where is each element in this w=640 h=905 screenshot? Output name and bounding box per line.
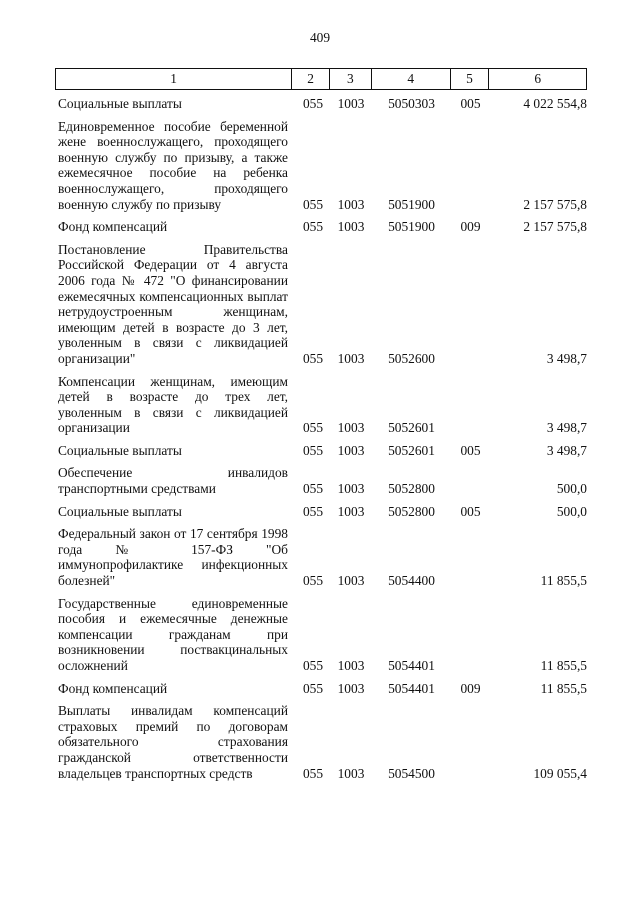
row-target-code: 5051900 — [388, 219, 435, 235]
row-target-code: 5052800 — [388, 481, 435, 497]
row-target-code: 5052601 — [388, 420, 435, 436]
header-col-3: 3 — [330, 69, 372, 89]
row-section-code: 1003 — [337, 503, 365, 519]
row-target-code: 5052601 — [388, 442, 435, 458]
row-section-code: 1003 — [337, 680, 365, 696]
row-amount: 4 022 554,8 — [523, 96, 587, 111]
row-name: Фонд компенсаций — [58, 680, 168, 696]
header-col-2: 2 — [292, 69, 330, 89]
table-row — [55, 374, 587, 436]
row-name: Обеспечение инвалидов транспортными средствами — [58, 465, 288, 497]
table-row — [55, 443, 587, 459]
row-name: Государственные единовременные пособия и ежемесячные денежные компенсации гражданам при возникновении поствакцинальных осложнений — [58, 595, 288, 673]
table-header — [55, 68, 587, 90]
row-ministry-code: 055 — [302, 219, 324, 235]
row-amount: 500,0 — [556, 503, 587, 519]
header-col-5: 5 — [451, 69, 490, 89]
table-row — [55, 242, 587, 367]
row-ministry-code: 055 — [302, 350, 324, 366]
row-ministry-code: 055 — [302, 96, 324, 111]
header-col-6: 6 — [534, 71, 542, 86]
table-row — [55, 119, 587, 213]
row-name: Компенсации женщинам, имеющим детей в возрасте до трех лет, уволенным в связи с ликвидацией организации — [58, 373, 288, 436]
row-amount: 3 498,7 — [546, 442, 587, 458]
row-target-code: 5051900 — [388, 196, 435, 212]
row-amount: 3 498,7 — [546, 420, 587, 436]
header-col-4: 4 — [372, 69, 451, 89]
row-section-code: 1003 — [337, 765, 365, 781]
row-ministry-code: 055 — [302, 765, 324, 781]
row-name: Выплаты инвалидам компенсаций страховых премий по договорам обязательного страхования гражданской ответственности владельцев транспортных средств — [58, 703, 288, 781]
row-section-code: 1003 — [337, 350, 365, 366]
row-name: Социальные выплаты — [58, 96, 182, 111]
row-amount: 109 055,4 — [533, 765, 587, 781]
row-target-code: 5052600 — [388, 350, 435, 366]
row-ministry-code: 055 — [302, 196, 324, 212]
row-target-code: 5052800 — [388, 503, 435, 519]
header-col-1: 1 — [56, 69, 292, 89]
row-amount: 11 855,5 — [540, 658, 587, 673]
row-amount: 11 855,5 — [540, 680, 587, 696]
table-row — [55, 465, 587, 496]
row-ministry-code: 055 — [302, 442, 324, 458]
row-amount: 2 157 575,8 — [523, 196, 587, 212]
table-body — [55, 96, 587, 788]
row-name: Федеральный закон от 17 сентября 1998 года № 157-ФЗ "Об иммунопрофилактике инфекционных болезней" — [58, 526, 288, 589]
table-row — [55, 96, 587, 112]
row-ministry-code: 055 — [302, 680, 324, 696]
row-name: Постановление Правительства Российской Федерации от 4 августа 2006 года № 472 "О финансировании ежемесячных компенсационных выплат нетрудоустроенным женщинам, имеющим детей в возрасте до 3 лет, уволенным в связи с ликвидацией организации" — [58, 241, 288, 366]
row-section-code: 1003 — [337, 573, 365, 589]
row-section-code: 1003 — [337, 442, 365, 458]
row-ministry-code: 055 — [302, 658, 324, 673]
row-section-code: 1003 — [337, 658, 365, 673]
row-expense-type: 005 — [460, 442, 481, 458]
row-name: Социальные выплаты — [58, 442, 182, 458]
row-section-code: 1003 — [337, 481, 365, 497]
row-section-code: 1003 — [337, 219, 365, 235]
row-section-code: 1003 — [337, 420, 365, 436]
table-row — [55, 526, 587, 588]
row-section-code: 1003 — [337, 196, 365, 212]
row-ministry-code: 055 — [302, 573, 324, 589]
table-row — [55, 596, 587, 674]
page-number: 409 — [309, 30, 331, 45]
row-target-code: 5054401 — [388, 680, 435, 696]
row-target-code: 5054500 — [388, 765, 435, 781]
row-ministry-code: 055 — [302, 420, 324, 436]
row-target-code: 5054400 — [388, 573, 435, 589]
row-expense-type: 009 — [460, 219, 481, 235]
row-expense-type: 009 — [460, 680, 481, 696]
row-amount: 2 157 575,8 — [523, 219, 587, 235]
row-amount: 3 498,7 — [546, 350, 587, 366]
row-section-code: 1003 — [337, 96, 365, 111]
row-expense-type: 005 — [460, 96, 481, 111]
row-name: Фонд компенсаций — [58, 219, 168, 235]
row-amount: 11 855,5 — [540, 573, 587, 589]
row-name: Единовременное пособие беременной жене военнослужащего, проходящего военную службу по призыву, а также ежемесячное пособие на ребенка военнослужащего, проходящего военную службу по призыву — [58, 118, 288, 212]
row-ministry-code: 055 — [302, 481, 324, 497]
row-expense-type: 005 — [460, 503, 481, 519]
row-target-code: 5054401 — [388, 658, 435, 673]
row-name: Социальные выплаты — [58, 503, 182, 519]
row-ministry-code: 055 — [302, 503, 324, 519]
row-target-code: 5050303 — [388, 96, 435, 111]
table-row — [55, 504, 587, 520]
row-amount: 500,0 — [556, 481, 587, 497]
table-row — [55, 703, 587, 781]
table-row — [55, 681, 587, 697]
table-row — [55, 219, 587, 235]
